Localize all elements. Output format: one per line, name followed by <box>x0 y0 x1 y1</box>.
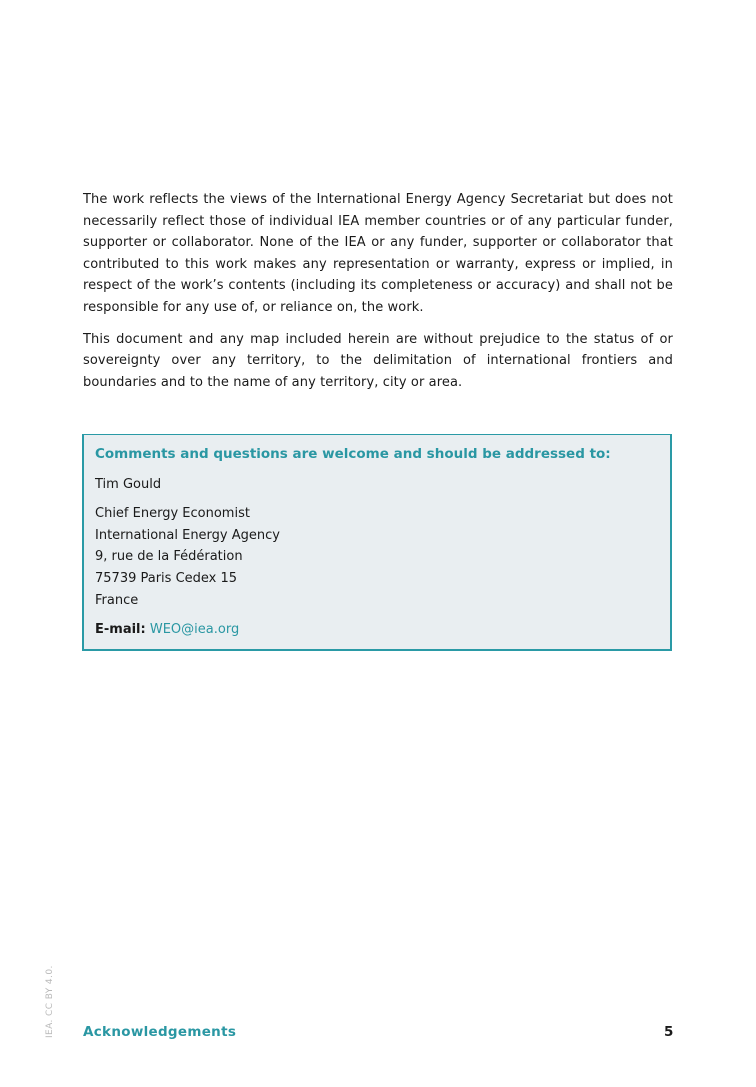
email-link[interactable]: WEO@iea.org <box>149 622 240 638</box>
page-number: 5 <box>664 1024 674 1040</box>
contact-name: Tim Gould <box>95 476 162 492</box>
disclaimer-paragraph: This document and any map included herein are without prejudice to the status of or sovereignty over any territory, to the delimitation of international frontiers and boundaries and to the name of any territory, city or area. <box>83 331 673 390</box>
address-line: France <box>95 592 139 608</box>
email-label: E-mail: <box>95 622 146 638</box>
license-notice: IEA. CC BY 4.0. <box>45 965 55 1038</box>
footer-section-title: Acknowledgements <box>83 1024 237 1040</box>
contact-box <box>82 434 672 651</box>
disclaimer-section <box>83 189 673 403</box>
address-line: Chief Energy Economist <box>95 506 250 522</box>
address-line: International Energy Agency <box>95 527 280 543</box>
contact-address <box>95 503 660 611</box>
address-line: 9, rue de la Fédération <box>95 549 243 565</box>
contact-heading: Comments and questions are welcome and should be addressed to: <box>95 446 611 462</box>
disclaimer-paragraph: The work reflects the views of the International Energy Agency Secretariat but does not necessarily reflect those of individual IEA member countries or of any particular funder, supporter or collaborator. None of the IEA or any funder, supporter or collaborator that contributed to this work makes any representation or warranty, express or implied, in respect of the work’s contents (including its completeness or accuracy) and shall not be responsible for any use of, or reliance on, the work. <box>83 192 673 315</box>
address-line: 75739 Paris Cedex 15 <box>95 570 238 586</box>
email-row <box>95 619 660 641</box>
